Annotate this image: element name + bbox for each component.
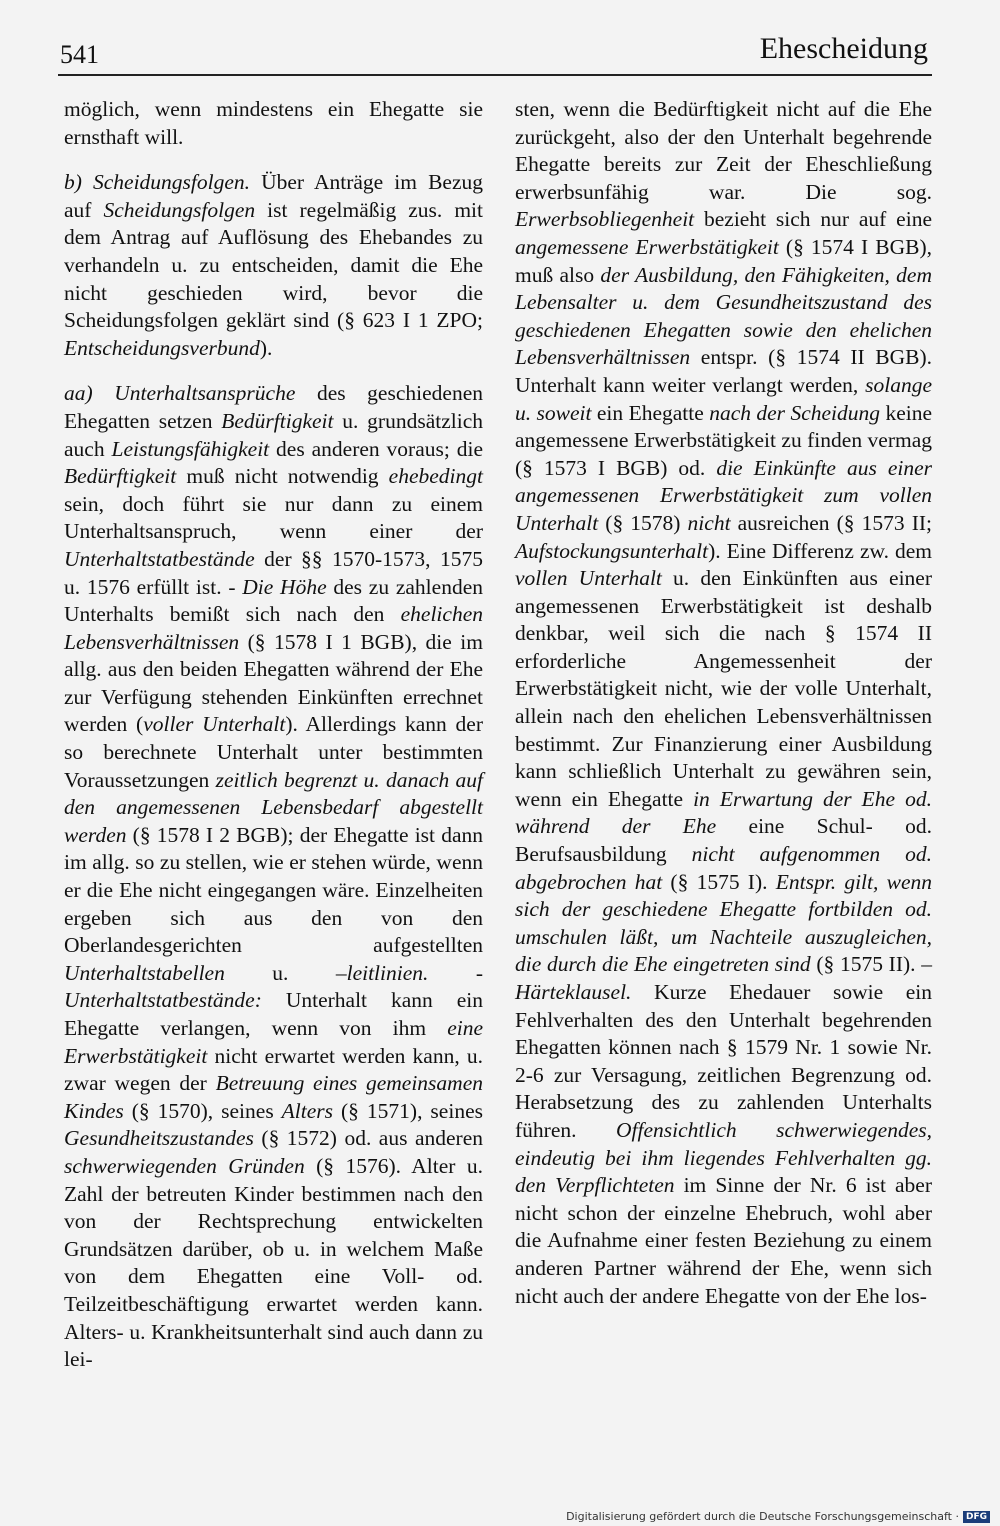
italic-term: ehebedingt — [388, 464, 483, 489]
italic-term: Betreuung eines gemeinsamen Kindes — [64, 1071, 483, 1123]
italic-term: Härteklausel. — [515, 980, 632, 1004]
italic-term: angemessene Erwerbstätigkeit — [515, 234, 779, 259]
italic-term: nicht aufgenommen od. abgebrochen hat — [515, 842, 932, 894]
italic-term: Bedürftigkeit — [64, 464, 177, 489]
paragraph: b) Scheidungsfolgen. Über Anträge im Bezug auf Scheidungsfolgen ist regelmäßig zus. mit dem Antrag auf Auflösung des Ehebandes zu verhandeln u. zu entscheiden, damit die Ehe nicht geschieden wird, bevor die Scheidungsfolgen geklärt sind (§ 623 I 1 ZPO; Entscheidungsverbund). — [64, 170, 483, 360]
italic-term: aa) Unterhaltsansprüche — [64, 381, 296, 406]
italic-term: Scheidungsfolgen — [103, 197, 256, 222]
italic-term: –leitlinien. - Unterhaltstatbestände: — [64, 960, 483, 1013]
italic-term: Entspr. gilt, wenn sich der geschiedene Ehegatte fortbilden od. umschulen läßt, um Nachteile auszugleichen, die durch die Ehe eingetreten sind — [515, 869, 932, 977]
italic-term: b) Scheidungsfolgen. — [64, 170, 251, 195]
italic-term: nicht — [687, 510, 731, 535]
italic-term: nach der Scheidung — [709, 400, 881, 425]
italic-term: vollen Unterhalt — [515, 566, 662, 591]
italic-term: eine Erwerbstätigkeit — [64, 1016, 483, 1068]
italic-term: schwerwiegenden Gründen — [64, 1153, 305, 1178]
italic-term: voller Unterhalt — [143, 712, 286, 737]
italic-term: Die Höhe — [242, 574, 327, 599]
italic-term: Offensichtlich schwerwiegendes, eindeutig bei ihm liegendes Fehlverhalten gg. den Verpflichteten — [515, 1117, 932, 1198]
italic-term: der Ausbildung, den Fähigkeiten, dem Lebensalter u. dem Gesundheitszustand des geschiedenen Ehegatten sowie den ehelichen Lebensverhältnissen — [515, 262, 933, 370]
italic-term: die Einkünfte aus einer angemessenen Erwerbstätigkeit zum vollen Unterhalt — [515, 455, 933, 535]
italic-term: Aufstockungsunterhalt — [515, 538, 709, 563]
italic-term: Unterhaltstatbestände — [64, 546, 255, 571]
footer — [566, 1510, 990, 1523]
paragraph: möglich, wenn mindestens ein Ehegatte sie ernsthaft will. — [64, 97, 483, 149]
right-column — [515, 96, 932, 1310]
paragraph: sten, wenn die Bedürftigkeit nicht auf die Ehe zurückgeht, also der den Unterhalt begehrende Ehegatte bereits zur Zeit der Eheschließung erwerbsunfähig war. Die sog. Erwerbsobliegenheit bezieht sich nur auf eine angemessene Erwerbstätigkeit (§ 1574 I BGB), muß also der Ausbildung, den Fähigkeiten, dem Lebensalter u. dem Gesundheitszustand des geschiedenen Ehegatten sowie den ehelichen Lebensverhältnissen entspr. (§ 1574 II BGB). Unterhalt kann weiter verlangt werden, solange u. soweit ein Ehegatte nach der Scheidung keine angemessene Erwerbstätigkeit zu finden vermag (§ 1573 I BGB) od. die Einkünfte aus einer angemessenen Erwerbstätigkeit zum vollen Unterhalt (§ 1578) nicht ausreichen (§ 1573 II; Aufstockungsunterhalt). Eine Differenz zw. dem vollen Unterhalt u. den Einkünften aus einer angemessenen Erwerbstätigkeit ist deshalb denkbar, weil sich die nach § 1574 II erforderliche Angemessenheit der Erwerbstätigkeit nicht, wie der volle Unterhalt, allein nach den ehelichen Lebensverhältnissen bestimmt. Zur Finanzierung einer Ausbildung kann schließlich Unterhalt zu gewähren sein, wenn ein Ehegatte in Erwartung der Ehe od. während der Ehe eine Schul- od. Berufsausbildung nicht aufgenommen od. abgebrochen hat (§ 1575 I). Entspr. gilt, wenn sich der geschiedene Ehegatte fortbilden od. umschulen läßt, um Nachteile auszugleichen, die durch die Ehe eingetreten sind (§ 1575 II). – Härteklausel. Kurze Ehedauer sowie ein Fehlverhalten des den Unterhalt begehrenden Ehegatten können nach § 1579 Nr. 1 sowie Nr. 2-6 zur Versagung, zeitlichen Begrenzung od. Herabsetzung des zu zahlenden Unterhalts führen. Offensichtlich schwerwiegendes, eindeutig bei ihm liegendes Fehlverhalten gg. den Verpflichteten im Sinne der Nr. 6 ist aber nicht schon der einzelne Ehebruch, wohl aber die Aufnahme einer festen Beziehung zu einem anderen Partner während der Ehe, wenn sich nicht auch der andere Ehegatte von der Ehe los- — [515, 97, 933, 1308]
dfg-logo: DFG — [963, 1511, 990, 1523]
italic-term: in Erwartung der Ehe od. während der Ehe — [515, 786, 932, 839]
italic-term: Gesundheitszustandes — [64, 1126, 254, 1151]
running-head: Ehescheidung — [759, 32, 928, 65]
italic-term: solange u. soweit — [515, 372, 932, 425]
italic-term: Unterhaltstabellen — [64, 960, 225, 985]
italic-term: Leistungsfähigkeit — [111, 436, 270, 461]
header-rule — [58, 74, 932, 76]
italic-term: zeitlich begrenzt u. danach auf den angemessenen Lebensbedarf abgestellt werden — [64, 767, 484, 847]
left-column — [64, 96, 483, 1374]
paragraph: aa) Unterhaltsansprüche des geschiedenen Ehegatten setzen Bedürftigkeit u. grundsätzlich auch Leistungsfähigkeit des anderen voraus; die Bedürftigkeit muß nicht notwendig ehebedingt sein, doch führt sie nur dann zu einem Unterhaltsanspruch, wenn einer der Unterhaltstatbestände der §§ 1570-1573, 1575 u. 1576 erfüllt ist. - Die Höhe des zu zahlenden Unterhalts bemißt sich nach den ehelichen Lebensverhältnissen (§ 1578 I 1 BGB), die im allg. aus den beiden Ehegatten während der Ehe zur Verfügung stehenden Einkünften errechnet werden (voller Unterhalt). Allerdings kann der so berechnete Unterhalt unter bestimmten Voraussetzungen zeitlich begrenzt u. danach auf den angemessenen Lebensbedarf abgestellt werden (§ 1578 I 2 BGB); der Ehegatte ist dann im allg. so zu stellen, wie er stehen würde, wenn er die Ehe nicht eingegangen wäre. Einzelheiten ergeben sich aus den von den Oberlandesgerichten aufgestellten Unterhaltstabellen u. –leitlinien. - Unterhaltstatbestände: Unterhalt kann ein Ehegatte verlangen, wenn von ihm eine Erwerbstätigkeit nicht erwartet werden kann, u. zwar wegen der Betreuung eines gemeinsamen Kindes (§ 1570), seines Alters (§ 1571), seines Gesundheitszustandes (§ 1572) od. aus anderen schwerwiegenden Gründen (§ 1576). Alter u. Zahl der betreuten Kinder bestimmen nach den von der Rechtsprechung entwickelten Grundsätzen darüber, ob u. in welchem Maße von dem Ehegatten eine Voll- od. Teilzeitbeschäftigung erwartet werden kann. Alters- u. Krankheitsunterhalt sind auch dann zu lei- — [64, 381, 484, 1372]
italic-term: Alters — [281, 1098, 334, 1123]
italic-term: Erwerbsobliegenheit — [515, 207, 695, 232]
page-number: 541 — [60, 40, 99, 69]
italic-term: ehelichen Lebensverhältnissen — [64, 602, 483, 654]
footer-credit: Digitalisierung gefördert durch die Deutsche Forschungsgemeinschaft · — [566, 1510, 959, 1523]
italic-term: Bedürftigkeit — [221, 408, 334, 433]
italic-term: Entscheidungsverbund — [64, 335, 260, 360]
